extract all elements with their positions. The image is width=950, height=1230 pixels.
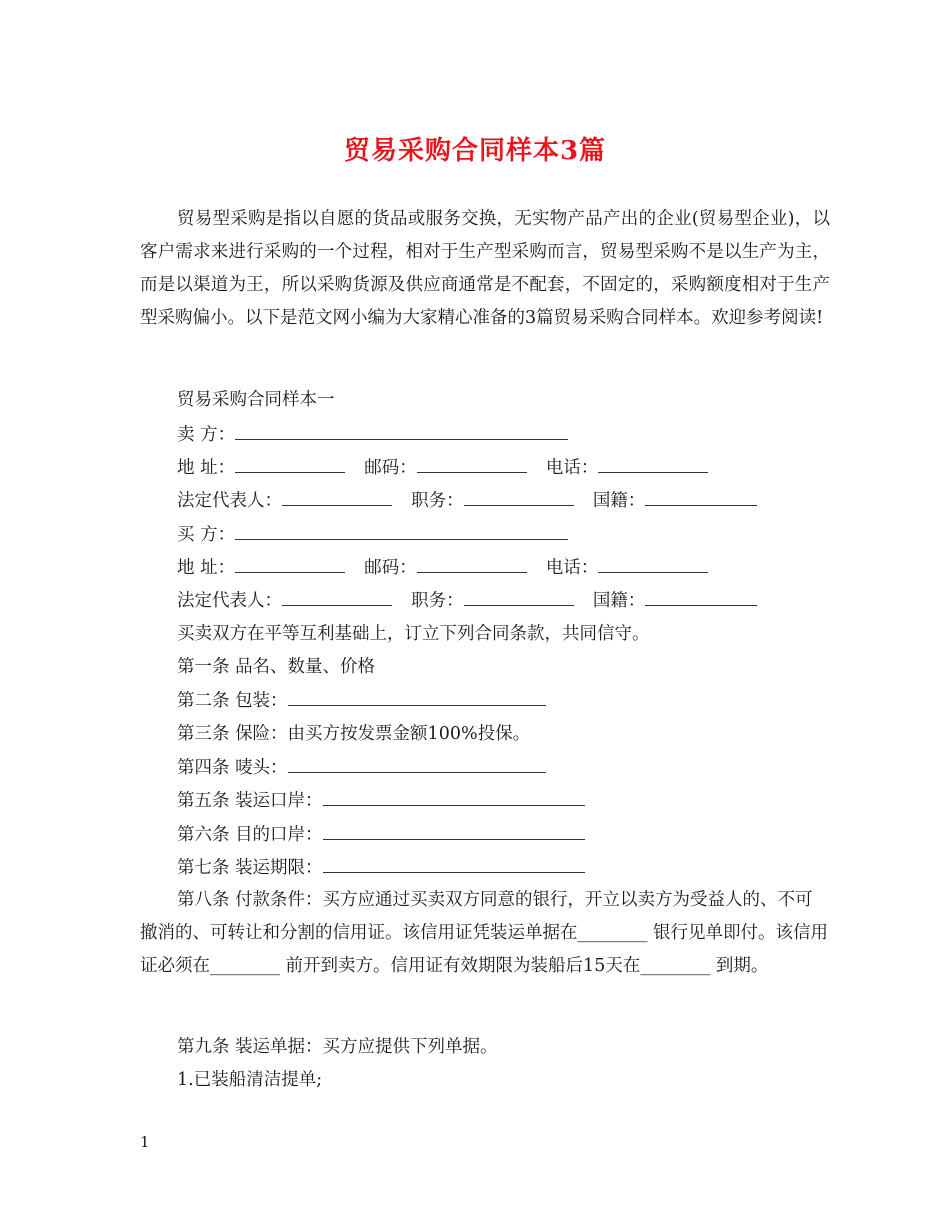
legal-rep-blank bbox=[282, 489, 392, 506]
intro-paragraph: 贸易型采购是指以自愿的货品或服务交换，无实物产品产出的企业(贸易型企业)，以客户需求来进行采购的一个过程，相对于生产型采购而言，贸易型采购不是以生产为主，而是以渠道为王，所以采购货源及供应商通常是不配套，不固定的，采购额度相对于生产型采购偏小。以下是范文网小编为大家精心准备的3篇贸易采购合同样本。欢迎参考阅读! bbox=[140, 209, 830, 328]
article-5-blank bbox=[323, 789, 585, 806]
article-6-label: 第六条 目的口岸： bbox=[177, 825, 323, 845]
address-label: 地 址： bbox=[177, 558, 236, 578]
article-5-label: 第五条 装运口岸： bbox=[177, 791, 323, 811]
legal-rep-label: 法定代表人： bbox=[177, 591, 282, 611]
agreement-text: 买卖双方在平等互利基础上，订立下列合同条款，共同信守。 bbox=[177, 624, 650, 644]
article-9: 第九条 装运单据：买方应提供下列单据。 bbox=[177, 1037, 498, 1057]
position-label: 职务： bbox=[411, 491, 464, 511]
buyer-label: 买 方： bbox=[177, 525, 236, 545]
phone-blank bbox=[598, 456, 708, 473]
seller-label: 卖 方： bbox=[177, 425, 236, 445]
phone-blank bbox=[598, 556, 708, 573]
nationality-label: 国籍： bbox=[592, 491, 646, 511]
address-blank bbox=[235, 556, 345, 573]
postcode-label: 邮码： bbox=[364, 458, 417, 478]
sample-heading: 贸易采购合同样本一 bbox=[177, 390, 335, 410]
article-1: 第一条 品名、数量、价格 bbox=[177, 657, 376, 677]
postcode-label: 邮码： bbox=[364, 558, 417, 578]
article-2-row bbox=[177, 689, 546, 711]
phone-label: 电话： bbox=[545, 458, 599, 478]
article-7-blank bbox=[323, 856, 585, 873]
article-6-blank bbox=[323, 823, 585, 840]
article-5-row bbox=[177, 789, 585, 811]
buyer-legal-row bbox=[177, 589, 757, 611]
article-7-row bbox=[177, 856, 585, 878]
article-4-label: 第四条 唛头： bbox=[177, 758, 288, 778]
article-4-blank bbox=[288, 756, 546, 773]
postcode-blank bbox=[417, 456, 527, 473]
postcode-blank bbox=[417, 556, 527, 573]
position-label: 职务： bbox=[411, 591, 464, 611]
article-2-blank bbox=[288, 689, 546, 706]
legal-rep-blank bbox=[282, 589, 392, 606]
buyer-address-row bbox=[177, 556, 708, 578]
article-7-label: 第七条 装运期限： bbox=[177, 858, 323, 878]
list-item: 1.已装船清洁提单; bbox=[177, 1070, 323, 1090]
seller-row bbox=[177, 423, 568, 445]
position-blank bbox=[464, 489, 574, 506]
address-blank bbox=[235, 456, 345, 473]
nationality-blank bbox=[645, 589, 757, 606]
address-label: 地 址： bbox=[177, 458, 236, 478]
article-8: 第八条 付款条件：买方应通过买卖双方同意的银行，开立以卖方为受益人的、不可撤消的、可转让和分割的信用证。该信用证凭装运单据在________ 银行见单即付。该信用证必须在________ 前开到卖方。信用证有效期限为装船后15天在________ 到期。 bbox=[140, 890, 829, 976]
page-number: 1 bbox=[140, 1133, 150, 1151]
legal-rep-label: 法定代表人： bbox=[177, 491, 282, 511]
buyer-row bbox=[177, 523, 568, 545]
nationality-label: 国籍： bbox=[592, 591, 646, 611]
seller-address-row bbox=[177, 456, 708, 478]
position-blank bbox=[464, 589, 574, 606]
article-2-label: 第二条 包装： bbox=[177, 691, 288, 711]
phone-label: 电话： bbox=[545, 558, 599, 578]
article-4-row bbox=[177, 756, 546, 778]
seller-legal-row bbox=[177, 489, 757, 511]
nationality-blank bbox=[645, 489, 757, 506]
seller-blank bbox=[235, 423, 568, 440]
article-6-row bbox=[177, 823, 585, 845]
buyer-blank bbox=[235, 523, 568, 540]
document-title: 贸易采购合同样本3篇 bbox=[343, 136, 607, 166]
article-3: 第三条 保险：由买方按发票金额100%投保。 bbox=[177, 724, 531, 744]
